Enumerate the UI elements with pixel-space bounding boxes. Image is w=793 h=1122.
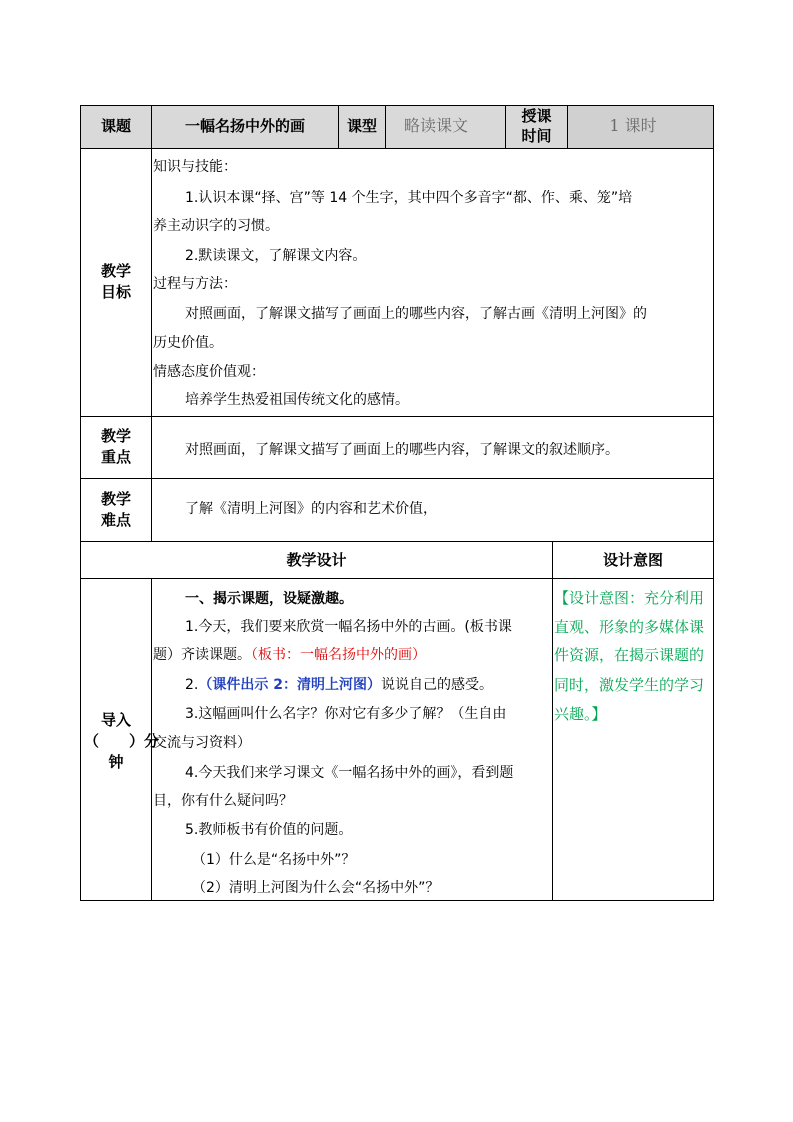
intro-line: 交流与习资料） (153, 735, 251, 751)
label-lesson-type: 课型 (346, 117, 377, 135)
lesson-time: 1 课时 (609, 116, 657, 135)
intro-label-1: 导入 (100, 711, 131, 729)
intro-line: （1）什么是“名扬中外”？ (192, 852, 356, 868)
goals-line: 对照画面，了解课文描写了画面上的哪些内容，了解古画《清明上河图》的 (185, 306, 647, 322)
rule-header-bottom (80, 148, 714, 149)
goals-line: 养主动识字的习惯。 (153, 218, 279, 234)
intro-label-3: 钟 (108, 753, 124, 771)
intro-line: （2）清明上河图为什么会“名扬中外”？ (192, 880, 440, 896)
courseware-note: （课件出示 2：清明上河图） (198, 677, 381, 693)
intent-line: 件资源，在揭示课题的 (554, 646, 705, 664)
blackboard-note: （板书：一幅名扬中外的画） (251, 647, 426, 663)
intro-line: 3.这幅画叫什么名字？你对它有多少了解？（生自由 (185, 706, 507, 722)
goals-line: 情感态度价值观： (153, 364, 265, 380)
keypoints-label-1: 教学 (100, 427, 131, 445)
rule-difficulty-bottom (80, 541, 714, 542)
rule-label-col (151, 105, 152, 542)
rule-keypoints-bottom (80, 478, 714, 479)
intent-line: 【设计意图：充分利用 (554, 589, 705, 607)
goals-line: 知识与技能： (153, 159, 237, 175)
difficulties-label-1: 教学 (100, 490, 131, 508)
intent-line: 同时，激发学生的学习 (554, 676, 705, 694)
intro-label-2: （ ）分 (84, 732, 160, 750)
intro-line: 目，你有什么疑问吗？ (153, 793, 293, 809)
label-time-2: 时间 (521, 127, 552, 145)
intent-line: 直观、形象的多媒体课 (554, 618, 705, 636)
intro-line: 1.今天，我们要来欣赏一幅名扬中外的古画。(板书课 (185, 619, 512, 635)
rule-intent-col (552, 541, 553, 901)
label-lesson-title: 课题 (100, 117, 131, 135)
goals-line: 过程与方法： (153, 276, 237, 292)
intent-line: 兴趣。】 (554, 705, 607, 723)
rule-design-header-bottom (80, 578, 714, 579)
intro-line-part: 说说自己的感受。 (380, 677, 493, 693)
goals-label-2: 目标 (100, 283, 131, 301)
label-time-1: 授课 (521, 107, 552, 125)
design-header: 教学设计 (286, 551, 347, 569)
goals-line: 2.默读课文，了解课文内容。 (185, 248, 367, 264)
keypoints-text: 对照画面，了解课文描写了画面上的哪些内容，了解课文的叙述顺序。 (185, 442, 619, 458)
intro-line (185, 675, 493, 695)
rule-bottom (80, 900, 714, 901)
goals-line: 1.认识本课“择、宫”等 14 个生字，其中四个多音字“都、作、乘、笼”培 (185, 190, 633, 206)
lesson-type: 略读课文 (403, 116, 468, 135)
goals-line: 历史价值。 (153, 335, 223, 351)
intro-line: 5.教师板书有价值的问题。 (185, 822, 353, 838)
rule-top (80, 105, 714, 106)
rule-right (713, 105, 714, 901)
intro-line-part: 2. (185, 677, 199, 693)
intro-heading: 一、揭示课题，设疑激趣。 (185, 591, 353, 607)
goals-line: 培养学生热爱祖国传统文化的感情。 (185, 392, 409, 408)
rule-goals-bottom (80, 416, 714, 417)
difficulties-label-2: 难点 (100, 511, 131, 529)
difficulties-text: 了解《清明上河图》的内容和艺术价值， (185, 501, 437, 517)
intro-line-part: 题）齐读课题。 (153, 647, 251, 663)
intro-line: 4.今天我们来学习课文《一幅名扬中外的画》，看到题 (185, 765, 514, 781)
intent-header: 设计意图 (602, 551, 663, 569)
goals-label-1: 教学 (100, 262, 131, 280)
intro-line (153, 645, 426, 665)
lesson-title: 一幅名扬中外的画 (184, 117, 305, 135)
keypoints-label-2: 重点 (100, 448, 131, 466)
